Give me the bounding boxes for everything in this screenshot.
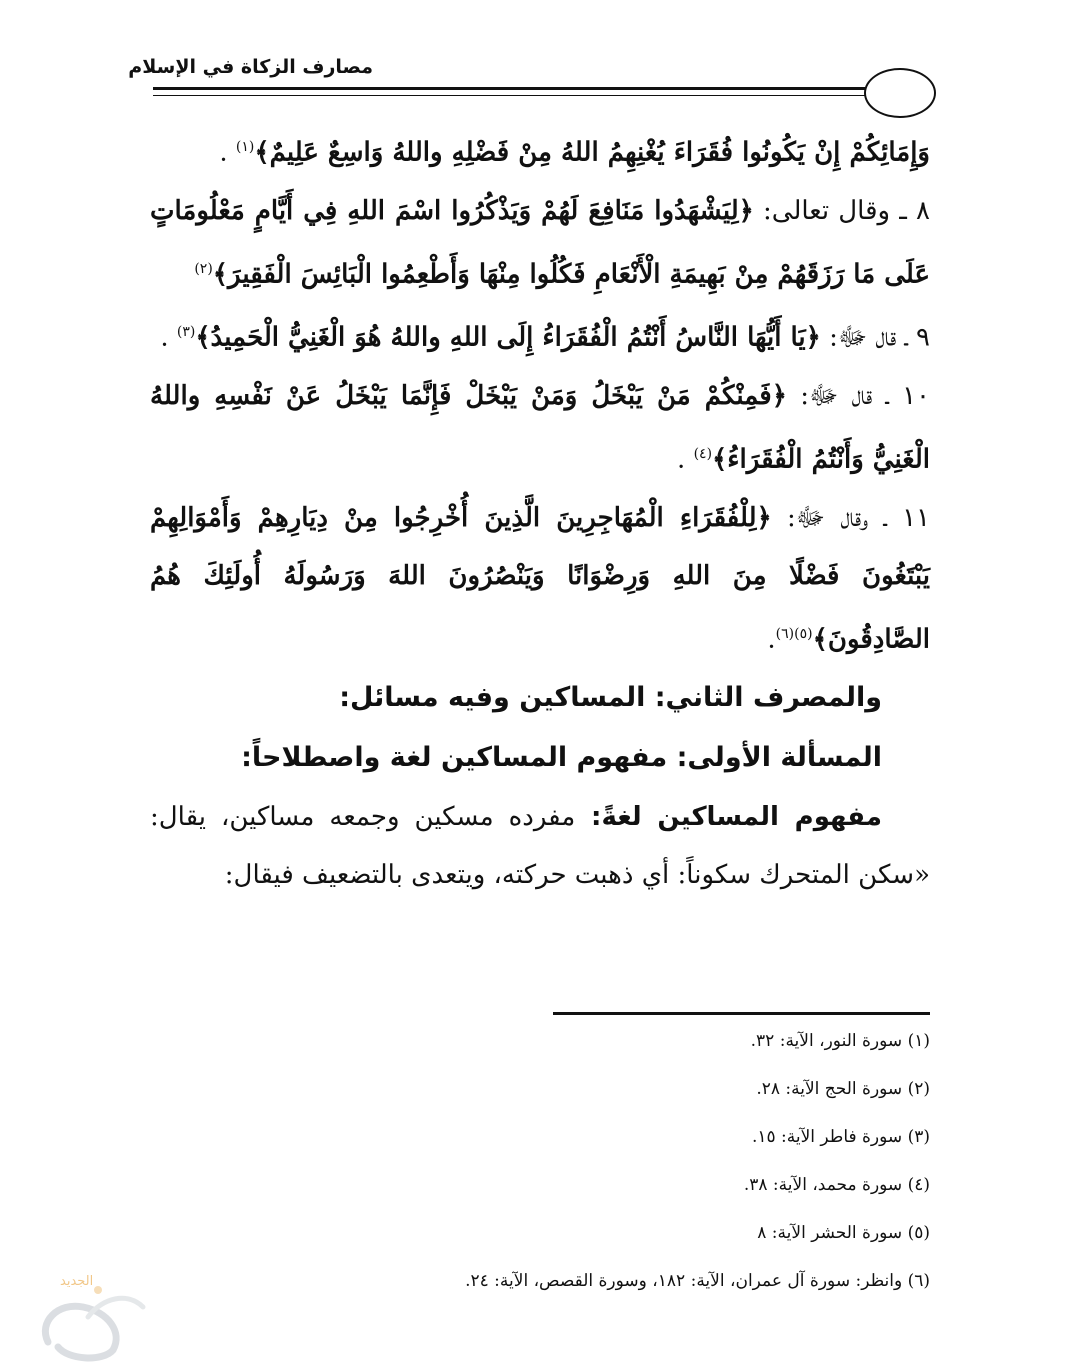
verse-text: ﴿لِلْفُقَرَاءِ الْمُهَاجِرِينَ الَّذِينَ أُخْرِجُوا مِنْ دِيَارِهِمْ وَأَمْوَالِهِمْ يَبْتَغُونَ فَضْلًا مِنَ اللهِ وَرِضْوَانًا وَيَنْصُرُونَ اللهَ وَرَسُولَهُ أُولَئِكَ هُمُ الصَّادِقُونَ﴾ — [150, 502, 930, 655]
footnote-6: (٦) وانظر: سورة آل عمران، الآية: ١٨٢، وسورة القصص، الآية: ٢٤. — [465, 1271, 930, 1291]
main-text — [150, 118, 930, 904]
header-rule-thick — [153, 87, 871, 90]
footnote-ref: (٣) — [176, 324, 196, 341]
footnotes — [150, 1020, 930, 1308]
punctuation: . — [677, 444, 694, 475]
footnote-5: (٥) سورة الحشر الآية: ٨ — [757, 1223, 930, 1243]
list-item-9 — [150, 303, 930, 367]
punctuation: . — [219, 137, 236, 168]
definition-text: مفرده مسكين وجمعه مساكين، يقال: «سكن المتحرك سكوناً: أي ذهبت حركته، ويتعدى بالتضعيف فيقال: — [150, 802, 930, 891]
footnote-1: (١) سورة النور، الآية: ٣٢. — [750, 1031, 930, 1051]
verse-text: ﴿فَمِنْكُمْ مَنْ يَبْخَلُ وَمَنْ يَبْخَلْ فَإِنَّمَا يَبْخَلُ عَنْ نَفْسِهِ واللهُ الْغَنِيُّ وَأَنْتُمُ الْفُقَرَاءُ﴾ — [150, 380, 930, 475]
page-number-oval — [864, 68, 936, 118]
list-item-10 — [150, 367, 930, 489]
list-item-11 — [150, 489, 930, 669]
lexical-definition — [150, 788, 930, 904]
footnote-4: (٤) سورة محمد، الآية: ٣٨. — [743, 1175, 930, 1195]
footnote-ref: (١) — [235, 139, 255, 155]
verse-text: وَإِمَائِكُمْ إِنْ يَكُونُوا فُقَرَاءَ يُغْنِهِمُ اللهُ مِنْ فَضْلِهِ واللهُ وَاسِعٌ عَلِيمٌ﴾ — [254, 137, 930, 168]
subsection-heading: المسألة الأولى: مفهوم المساكين لغة واصطلاحاً: — [241, 742, 882, 774]
footnote-ref: (٥)(٦) — [775, 625, 813, 642]
verse-text: ﴿يَا أَيُّهَا النَّاسُ أَنْتُمُ الْفُقَرَاءُ إِلَى اللهِ واللهُ هُوَ الْغَنِيُّ الْحَمِيدُ﴾ — [195, 322, 821, 353]
footnote-ref: (٢) — [194, 260, 213, 277]
item-prefix: ٩ ـ قال ﷻ: — [820, 322, 930, 353]
item-prefix: ١٠ ـ قال ﷻ: — [786, 380, 930, 411]
header-rule-thin — [153, 95, 871, 96]
item-prefix: ١١ ـ وقال ﷻ: — [771, 502, 930, 533]
watermark-label: الجديد — [60, 1274, 94, 1289]
footnote-2: (٢) سورة الحج الآية: ٢٨. — [756, 1079, 930, 1099]
list-item-8 — [150, 182, 930, 304]
footnote-ref: (٤) — [693, 445, 713, 462]
punctuation: . — [160, 322, 177, 353]
intro-verse-line — [150, 118, 930, 182]
punctuation: . — [767, 624, 776, 655]
section-heading: والمصرف الثاني: المساكين وفيه مسائل: — [339, 682, 882, 714]
footnote-3: (٣) سورة فاطر الآية: ١٥. — [751, 1127, 930, 1147]
verse-text: ﴿لِيَشْهَدُوا مَنَافِعَ لَهُمْ وَيَذْكُرُوا اسْمَ اللهِ فِي أَيَّامٍ مَعْلُومَاتٍ عَلَى مَا رَزَقَهُمْ مِنْ بَهِيمَةِ الْأَنْعَامِ فَكُلُوا مِنْهَا وَأَطْعِمُوا الْبَائِسَ الْفَقِيرَ﴾ — [150, 195, 930, 290]
footnote-separator — [553, 1012, 930, 1015]
running-header-title: مصارف الزكاة في الإسلام — [128, 56, 373, 78]
definition-term: مفهوم المساكين لغةً: — [575, 802, 882, 833]
item-prefix: ٨ ـ وقال تعالى: — [753, 195, 931, 226]
